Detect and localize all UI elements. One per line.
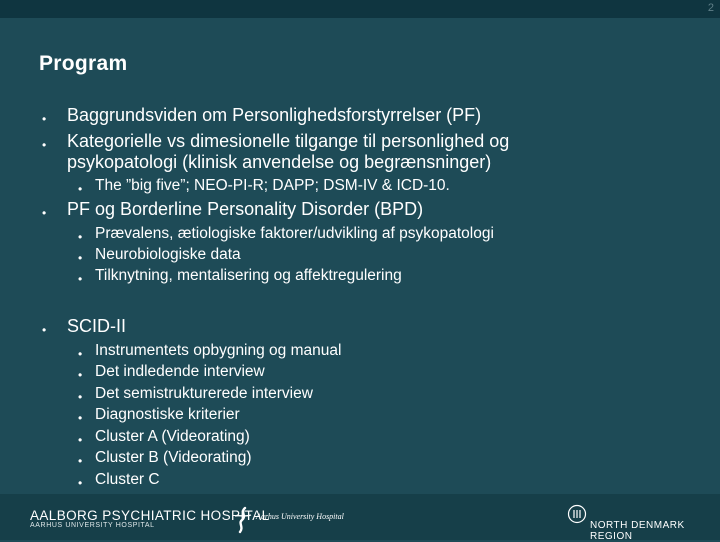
slide-number: 2: [707, 2, 714, 14]
list-item: PF og Borderline Personality Disorder (BPD): [67, 199, 424, 219]
bullet-marker: •: [78, 368, 83, 382]
sub-list-item: Det semistrukturerede interview: [95, 385, 313, 402]
bullet-marker: •: [78, 433, 83, 447]
sub-list-item: The ”big five”; NEO-PI-R; DAPP; DSM-IV & ICD-10.: [95, 177, 450, 194]
sub-list-item: Prævalens, ætiologiske faktorer/udvikling af psykopatologi: [95, 225, 494, 242]
sub-list-item: Diagnostiske kriterier: [95, 406, 240, 423]
aarhus-university-hospital-icon: [231, 506, 255, 534]
bullet-marker: •: [42, 138, 47, 152]
sub-list-item: Neurobiologiske data: [95, 246, 241, 263]
bullet-marker: •: [78, 476, 83, 490]
sub-list-item: Instrumentets opbygning og manual: [95, 342, 342, 359]
sub-list-item: Cluster B (Videorating): [95, 449, 252, 466]
list-item: Kategorielle vs dimesionelle tilgange til personlighed og: [67, 131, 510, 151]
bullet-marker: •: [78, 251, 83, 265]
aalborg-psychiatric-hospital-logo: AALBORG PSYCHIATRIC HOSPITAL: [30, 508, 270, 523]
sub-list-item: Cluster C: [95, 471, 160, 488]
bullet-marker: •: [42, 206, 47, 220]
top-bar: [0, 0, 720, 18]
list-item-continued: psykopatologi (klinisk anvendelse og begrænsninger): [67, 152, 492, 172]
bullet-marker: •: [78, 347, 83, 361]
north-denmark-region-logo-text: NORTH DENMARK REGION: [590, 520, 685, 542]
list-item: SCID-II: [67, 316, 127, 336]
aarhus-university-hospital-subtitle: AARHUS UNIVERSITY HOSPITAL: [30, 522, 155, 529]
sub-list-item: Det indledende interview: [95, 363, 265, 380]
north-denmark-region-icon: [567, 504, 587, 524]
slide-title: Program: [39, 52, 128, 75]
bullet-marker: •: [42, 323, 47, 337]
bullet-marker: •: [78, 182, 83, 196]
bullet-marker: •: [78, 272, 83, 286]
bullet-marker: •: [42, 112, 47, 126]
sub-list-item: Cluster A (Videorating): [95, 428, 250, 445]
aarhus-university-hospital-logo-text: Aarhus University Hospital: [256, 512, 344, 521]
list-item: Baggrundsviden om Personlighedsforstyrrelser (PF): [67, 105, 482, 125]
bullet-marker: •: [78, 230, 83, 244]
sub-list-item: Tilknytning, mentalisering og affektregulering: [95, 267, 402, 284]
bullet-marker: •: [78, 411, 83, 425]
bullet-marker: •: [78, 454, 83, 468]
bullet-marker: •: [78, 390, 83, 404]
